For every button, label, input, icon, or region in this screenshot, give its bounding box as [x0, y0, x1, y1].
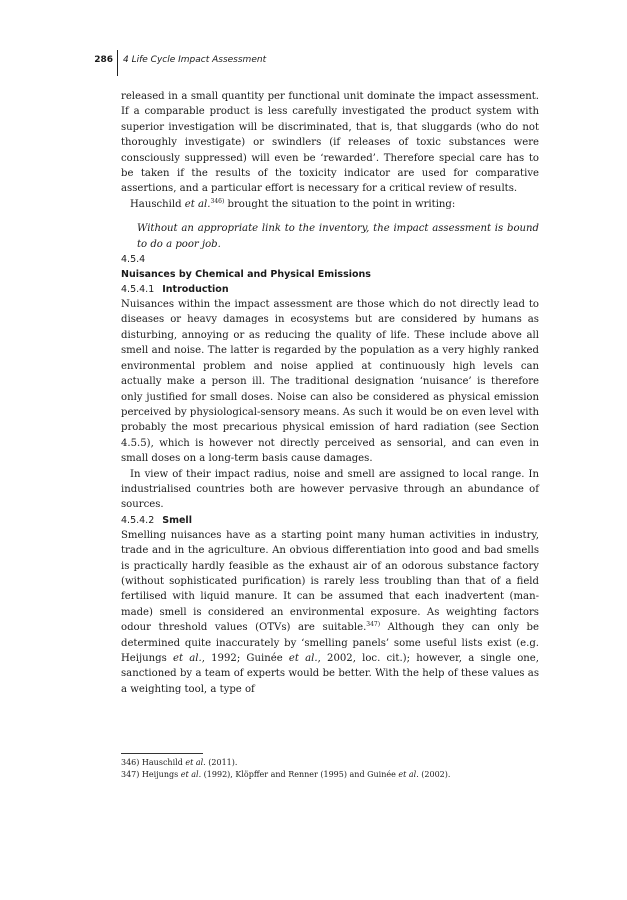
section-title: Nuisances by Chemical and Physical Emissions — [121, 269, 371, 281]
footnote-divider — [121, 753, 203, 754]
subsection-title: Smell — [162, 514, 192, 526]
text-run: (1992), Klöpffer and Renner (1995) and Guinée — [201, 770, 399, 779]
subsection-title: Introduction — [162, 284, 229, 296]
text-run: (2011). — [205, 758, 238, 767]
text-run: brought the situation to the point in writing: — [224, 198, 456, 210]
paragraph: Nuisances within the impact assessment are those which do not directly lead to diseases or heavy damages in ecosystems but are considered by humans as disturbing, annoying or as reducing the quality of life. These include above all smell and noise. The latter is regarded by the population as a very highly ranked environmental problem and noise applied at continuously high levels can actually make a person ill. The traditional designation ‘nuisance’ is therefore only justified for small doses. Noise can also be considered as physical emission perceived by physiological-sensory means. As such it would be on even level with probably the most precarious physical emission of hard radiation (see Section 4.5.5), which is however not directly perceived as sensorial, and can even in small doses on a long-term basis cause damages. — [121, 299, 539, 465]
subsection-heading — [121, 513, 539, 528]
paragraph: In view of their impact radius, noise and smell are assigned to local range. In industrialised countries both are however pervasive through an abundance of sources. — [121, 468, 539, 511]
paragraph — [121, 197, 539, 212]
text-run: et al. — [185, 758, 206, 767]
header-divider — [117, 50, 118, 76]
text-run: et al. — [180, 770, 202, 779]
subsection-heading — [121, 282, 539, 297]
page-number: 286 — [94, 55, 113, 65]
paragraph: released in a small quantity per functional unit dominate the impact assessment. If a comparable product is less carefully investigated the product system with superior investigation will be discriminated, that is, that sluggards (who do not thoroughly investigate) or swindlers (if releases of toxic substances were consciously suppressed) will even be ‘rewarded’. Therefore special care has to be taken if the results of the toxicity indicator are used for comparative assertions, and a particular effort is necessary for a critical review of results. — [121, 91, 539, 195]
text-run: Hauschild — [130, 198, 185, 210]
text-run: , 1992; Guinée — [201, 653, 289, 664]
footnote-ref: 346) — [210, 197, 225, 205]
running-head: 4 Life Cycle Impact Assessment — [123, 55, 267, 65]
paragraph — [121, 528, 539, 697]
text-run: Smelling nuisances have as a starting point many human activities in industry, trade and in the agriculture. An obvious differentiation into good and bad smells is practically hardly feasible as the exhaust air of an odorous substance factory (without sophisticated purification) is rarely less troubling than that of a field fertilised with liquid manure. It can be assumed that each inadvertent (man-made) smell is considered an environmental exposure. As weighting factors odour threshold values (OTVs) are suitable. — [121, 529, 539, 634]
footnote-ref: 347) — [366, 621, 381, 629]
text-run: , 2002, loc. cit.); however, a single one, sanctioned by a team of experts would be better. With the help of these values as a weighting tool, a type of — [121, 653, 539, 695]
subsection-number: 4.5.4.2 — [121, 514, 155, 526]
text-run: et al. — [184, 198, 211, 210]
text-run: 346) Hauschild — [121, 758, 186, 767]
footnote — [121, 769, 539, 781]
text-run: 347) Heijungs — [121, 770, 181, 779]
section-number: 4.5.4 — [121, 254, 146, 266]
text-run: et al. — [398, 770, 419, 779]
text-run: et al. — [173, 653, 202, 664]
text-run: et al. — [288, 653, 318, 664]
block-quote: Without an appropriate link to the inventory, the impact assessment is bound to do a poor job. — [137, 223, 539, 250]
footnote — [121, 757, 539, 769]
subsection-number: 4.5.4.1 — [121, 284, 155, 296]
text-run: Although they can only be determined quite inaccurately by ‘smelling panels’ some useful lists exist (e.g. Heijungs — [121, 622, 539, 664]
footnotes — [121, 757, 539, 781]
body-text — [121, 89, 539, 697]
text-run: (2002). — [418, 770, 451, 779]
